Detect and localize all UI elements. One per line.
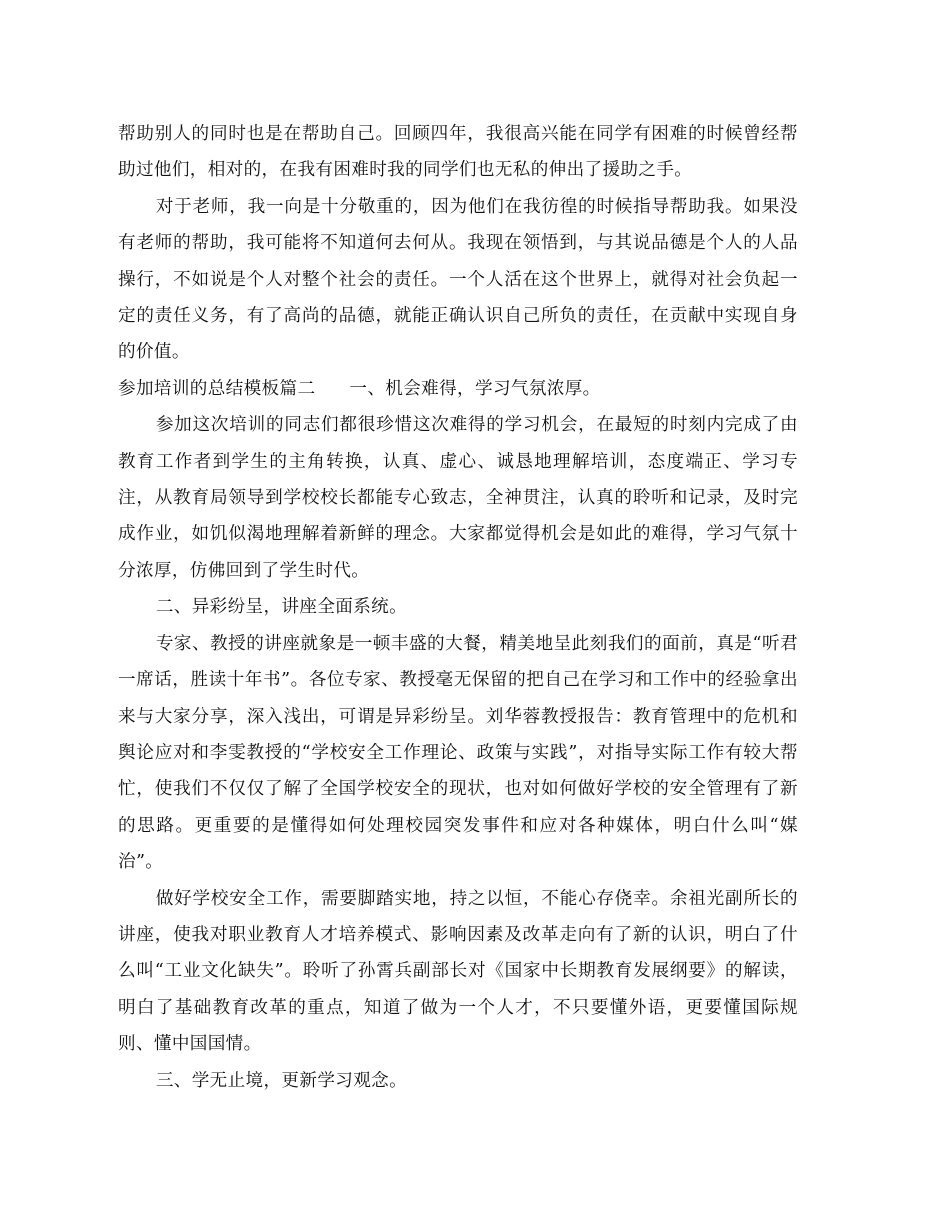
subheading-lectures: 二、异彩纷呈，讲座全面系统。 bbox=[155, 597, 408, 618]
paragraph-expert-lectures: 专家、教授的讲座就象是一顿丰盛的大餐，精美地呈此刻我们的面前，真是“听君一席话，胜读十年书”。各位专家、教授毫无保留的把自己在学习和工作中的经验拿出来与大家分享，深入浅出，可谓是异彩纷呈。刘华蓉教授报告：教育管理中的危机和舆论应对和李雯教授的“学校安全工作理论、政策与实践”，对指导实际工作有较大帮忙，使我们不仅仅了解了全国学校安全的现状，也对如何做好学校的安全管理有了新的思路。更重要的是懂得如何处理校园突发事件和应对各种媒体，明白什么叫“媒治”。 bbox=[118, 633, 798, 873]
section-title: 参加培训的总结模板篇二 bbox=[118, 378, 316, 399]
section-heading-line bbox=[118, 371, 798, 407]
paragraph-training-opportunity: 参加这次培训的同志们都很珍惜这次难得的学习机会，在最短的时刻内完成了由教育工作者到学生的主角转换，认真、虚心、诚恳地理解培训，态度端正、学习专注，从教育局领导到学校校长都能专心致志，全神贯注，认真的聆听和记录，及时完成作业，如饥似渴地理解着新鲜的理念。大家都觉得机会是如此的难得，学习气氛十分浓厚，仿佛回到了学生时代。 bbox=[118, 415, 798, 581]
paragraph-school-safety: 做好学校安全工作，需要脚踏实地，持之以恒，不能心存侥幸。余祖光副所长的讲座，使我对职业教育人才培养模式、影响因素及改革走向有了新的认识，明白了什么叫“工业文化缺失”。聆听了孙霄兵副部长对《国家中长期教育发展纲要》的解读，明白了基础教育改革的重点，知道了做为一个人才，不只要懂外语，更要懂国际规则、懂中国国情。 bbox=[118, 888, 798, 1055]
paragraph-helping-others: 帮助别人的同时也是在帮助自己。回顾四年，我很高兴能在同学有困难的时候曾经帮助过他们，相对的，在我有困难时我的同学们也无私的伸出了援助之手。 bbox=[118, 124, 798, 181]
document-body bbox=[118, 116, 798, 1099]
subheading-learning: 三、学无止境，更新学习观念。 bbox=[155, 1070, 408, 1091]
paragraph-respect-teachers: 对于老师，我一向是十分敬重的，因为他们在我彷徨的时候指导帮助我。如果没有老师的帮助，我可能将不知道何去何从。我现在领悟到，与其说品德是个人的人品操行，不如说是个人对整个社会的责任。一个人活在这个世界上，就得对社会负起一定的责任义务，有了高尚的品德，就能正确认识自己所负的责任，在贡献中实现自身的价值。 bbox=[118, 196, 798, 363]
section-first-point: 一、机会难得，学习气氛浓厚。 bbox=[349, 378, 601, 399]
